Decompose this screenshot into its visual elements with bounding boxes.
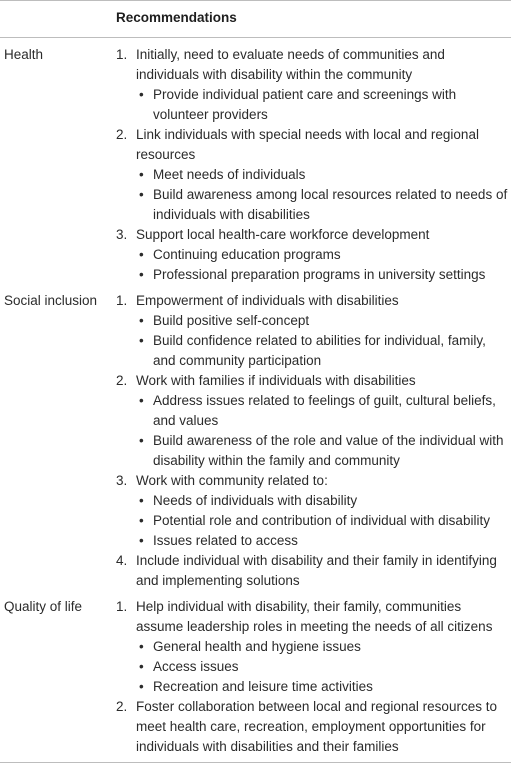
recommendation-list	[116, 45, 508, 285]
sub-item	[136, 245, 508, 265]
item-number: 1.	[116, 47, 128, 62]
sub-list	[136, 85, 508, 125]
recommendation-list	[116, 291, 508, 591]
item-text: Initially, need to evaluate needs of communities and individuals with disability within the community	[136, 47, 445, 82]
sub-list	[136, 165, 508, 225]
bullet-icon: •	[139, 167, 144, 182]
sub-item-text: Access issues	[153, 659, 239, 674]
sub-item	[136, 265, 508, 285]
sub-item	[136, 637, 508, 657]
recommendation-item	[116, 125, 508, 225]
bullet-icon: •	[139, 87, 144, 102]
item-number: 4.	[116, 553, 128, 568]
sub-item-text: Potential role and contribution of individual with disability	[153, 513, 490, 528]
item-number: 3.	[116, 227, 128, 242]
sub-item-text: Professional preparation programs in university settings	[153, 267, 486, 282]
item-number: 3.	[116, 473, 128, 488]
sub-item	[136, 431, 508, 471]
sub-item	[136, 531, 508, 551]
sub-item-text: Recreation and leisure time activities	[153, 679, 373, 694]
recommendation-item	[116, 225, 508, 285]
bullet-icon: •	[139, 513, 144, 528]
bullet-icon: •	[139, 433, 144, 448]
bullet-icon: •	[139, 333, 144, 348]
sub-item	[136, 657, 508, 677]
sub-item-text: Address issues related to feelings of guilt, cultural beliefs, and values	[153, 393, 496, 428]
column-header-recommendations: Recommendations	[116, 10, 237, 25]
item-text: Work with community related to:	[136, 473, 328, 488]
bullet-icon: •	[139, 313, 144, 328]
sub-list	[136, 637, 508, 697]
recommendation-item	[116, 471, 508, 551]
bullet-icon: •	[139, 533, 144, 548]
sub-item	[136, 185, 508, 225]
category-label: Social inclusion	[4, 293, 98, 308]
table-top-rule	[0, 0, 511, 1]
sub-item-text: Build positive self-concept	[153, 313, 310, 328]
item-number: 2.	[116, 127, 128, 142]
item-number: 1.	[116, 599, 128, 614]
bullet-icon: •	[139, 659, 144, 674]
sub-item	[136, 311, 508, 331]
sub-item	[136, 491, 508, 511]
item-text: Work with families if individuals with disabilities	[136, 373, 416, 388]
sub-item-text: General health and hygiene issues	[153, 639, 361, 654]
item-text: Empowerment of individuals with disabilities	[136, 293, 399, 308]
bullet-icon: •	[139, 639, 144, 654]
header-rule	[0, 37, 511, 38]
bullet-icon: •	[139, 493, 144, 508]
category-label: Quality of life	[4, 599, 83, 614]
bullet-icon: •	[139, 267, 144, 282]
recommendation-item	[116, 291, 508, 371]
recommendation-item	[116, 371, 508, 471]
item-text: Support local health-care workforce development	[136, 227, 430, 242]
sub-item	[136, 391, 508, 431]
sub-item	[136, 677, 508, 697]
recommendation-item	[116, 597, 508, 697]
item-text: Foster collaboration between local and regional resources to meet health care, recreation, employment opportunities for individuals with disabilities and their families	[136, 699, 497, 754]
item-text: Include individual with disability and their family in identifying and implementing solutions	[136, 553, 497, 588]
sub-item-text: Meet needs of individuals	[153, 167, 306, 182]
recommendation-item	[116, 45, 508, 125]
sub-item	[136, 511, 508, 531]
recommendation-item	[116, 551, 508, 591]
bullet-icon: •	[139, 187, 144, 202]
bullet-icon: •	[139, 679, 144, 694]
sub-item	[136, 165, 508, 185]
item-text: Help individual with disability, their family, communities assume leadership roles in meeting the needs of all citizens	[136, 599, 493, 634]
category-label: Health	[4, 47, 44, 62]
bullet-icon: •	[139, 393, 144, 408]
sub-item-text: Provide individual patient care and screenings with volunteer providers	[153, 87, 457, 122]
item-text: Link individuals with special needs with local and regional resources	[136, 127, 479, 162]
sub-item-text: Needs of individuals with disability	[153, 493, 358, 508]
table-bottom-rule	[0, 762, 511, 763]
sub-list	[136, 245, 508, 285]
sub-item	[136, 85, 508, 125]
sub-item-text: Continuing education programs	[153, 247, 341, 262]
sub-list	[136, 311, 508, 371]
item-number: 2.	[116, 373, 128, 388]
item-number: 1.	[116, 293, 128, 308]
sub-item	[136, 331, 508, 371]
recommendation-list	[116, 597, 508, 757]
sub-item-text: Build confidence related to abilities for individual, family, and community participation	[153, 333, 486, 368]
sub-list	[136, 491, 508, 551]
recommendation-item	[116, 697, 508, 757]
sub-item-text: Issues related to access	[153, 533, 298, 548]
sub-item-text: Build awareness of the role and value of the individual with disability within the family and community	[153, 433, 504, 468]
sub-item-text: Build awareness among local resources related to needs of individuals with disabilities	[153, 187, 508, 222]
bullet-icon: •	[139, 247, 144, 262]
sub-list	[136, 391, 508, 471]
item-number: 2.	[116, 699, 128, 714]
